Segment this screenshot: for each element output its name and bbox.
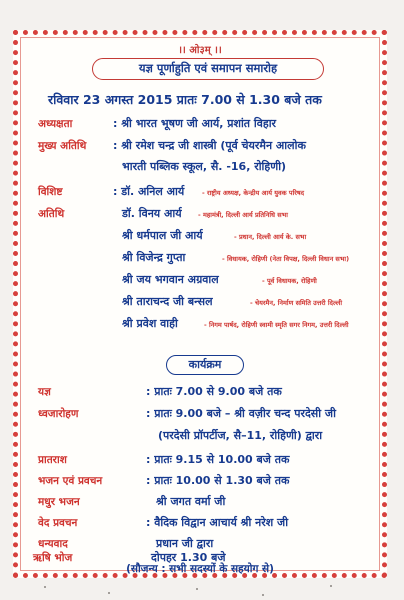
program-label: भजन एवं प्रवचन xyxy=(38,475,103,487)
guest-name: श्री ताराचन्द जी बन्सल xyxy=(122,295,213,308)
program-label: धन्यवाद xyxy=(38,538,68,550)
guest-role: - महामंत्री, दिल्ली आर्य प्रतिनिधि सभा xyxy=(198,211,288,219)
program-value: : वैदिक विद्वान आचार्य श्री नरेश जी xyxy=(146,516,289,529)
scan-dust xyxy=(262,594,264,596)
program-value-feast: दोपहर 1.30 बजे xyxy=(151,551,226,564)
guest-name: श्री जय भगवान अग्रवाल xyxy=(122,273,219,286)
program-value: : प्रातः 9.00 बजे – श्री वज़ीर चन्द परदेसी जी xyxy=(146,407,336,420)
chief-guest-value-cont: भारती पब्लिक स्कूल, सै. -16, रोहिणी) xyxy=(122,160,287,173)
guest-role: - निगम पार्षद, रोहिणी स्वामी स्मृति सगर निगम, उत्तरी दिल्ली xyxy=(204,321,349,329)
presiding-label: अध्यक्षता xyxy=(38,118,73,130)
guest-name: डॉ. विनय आर्य xyxy=(122,207,182,220)
event-date-time: रविवार 23 अगस्त 2015 प्रातः 7.00 से 1.30 बजे तक xyxy=(48,92,322,107)
scan-dust xyxy=(44,586,46,588)
presiding-value: : श्री भारत भूषण जी आर्य, प्रशांत विहार xyxy=(113,117,277,130)
program-label: ध्वजारोहण xyxy=(38,408,79,420)
guest-role: - पूर्व विधायक, रोहिणी xyxy=(262,277,317,285)
scan-dust xyxy=(196,588,198,590)
program-value: : प्रातः 7.00 से 9.00 बजे तक xyxy=(146,385,282,398)
program-value-cont: (परदेसी प्रॉपर्टीज, सै–11, रोहिणी) द्वारा xyxy=(158,429,323,442)
program-value: : प्रातः 10.00 से 1.30 बजे तक xyxy=(146,474,290,487)
program-heading: कार्यक्रम xyxy=(166,355,244,375)
guest-name: श्री विजेन्द्र गुप्ता xyxy=(122,251,186,264)
program-label: प्रातराश xyxy=(38,454,67,466)
scan-dust xyxy=(330,585,332,587)
special-guest-label-2: अतिथि xyxy=(38,208,65,220)
event-title-banner: यज्ञ पूर्णाहुति एवं समापन समारोह xyxy=(92,58,324,80)
scan-dust xyxy=(108,592,110,594)
guest-role: - विधायक, रोहिणी (नेता विपक्ष, दिल्ली विधान सभा) xyxy=(222,255,350,263)
program-label: यज्ञ xyxy=(38,386,51,398)
guest-role: - चेयरमैन, निर्माण समिति उत्तरी दिल्ली xyxy=(250,299,342,307)
program-value: प्रधान जी द्वारा xyxy=(156,537,214,550)
courtesy-footer: (सौजन्य : सभी सदस्यों के सहयोग से) xyxy=(126,563,274,575)
guest-role: - प्रधान, दिल्ली आर्य के. सभा xyxy=(234,233,307,241)
guest-name: श्री धर्मपाल जी आर्य xyxy=(122,229,203,242)
guest-name: श्री प्रवेश वाही xyxy=(122,317,178,330)
guest-role: - राष्ट्रीय अध्यक्ष, केन्द्रीय आर्य युवक परिषद xyxy=(202,189,305,197)
guest-name: : डॉ. अनिल आर्य xyxy=(113,185,185,198)
om-invocation: ।। ओ३म् ।। xyxy=(178,45,222,56)
special-guest-label-1: विशिष्ट xyxy=(38,186,63,198)
program-value: : प्रातः 9.15 से 10.00 बजे तक xyxy=(146,453,290,466)
program-label: वेद प्रवचन xyxy=(38,517,78,529)
invitation-card xyxy=(13,30,387,578)
program-value: श्री जगत वर्मा जी xyxy=(156,495,226,508)
chief-guest-label: मुख्य अतिथि xyxy=(38,140,87,152)
program-label: मधुर भजन xyxy=(38,496,80,508)
chief-guest-value: : श्री रमेश चन्द्र जी शास्त्री (पूर्व चेयरमैन आलोक xyxy=(113,139,306,152)
program-label-feast: ऋषि भोज xyxy=(33,552,73,564)
